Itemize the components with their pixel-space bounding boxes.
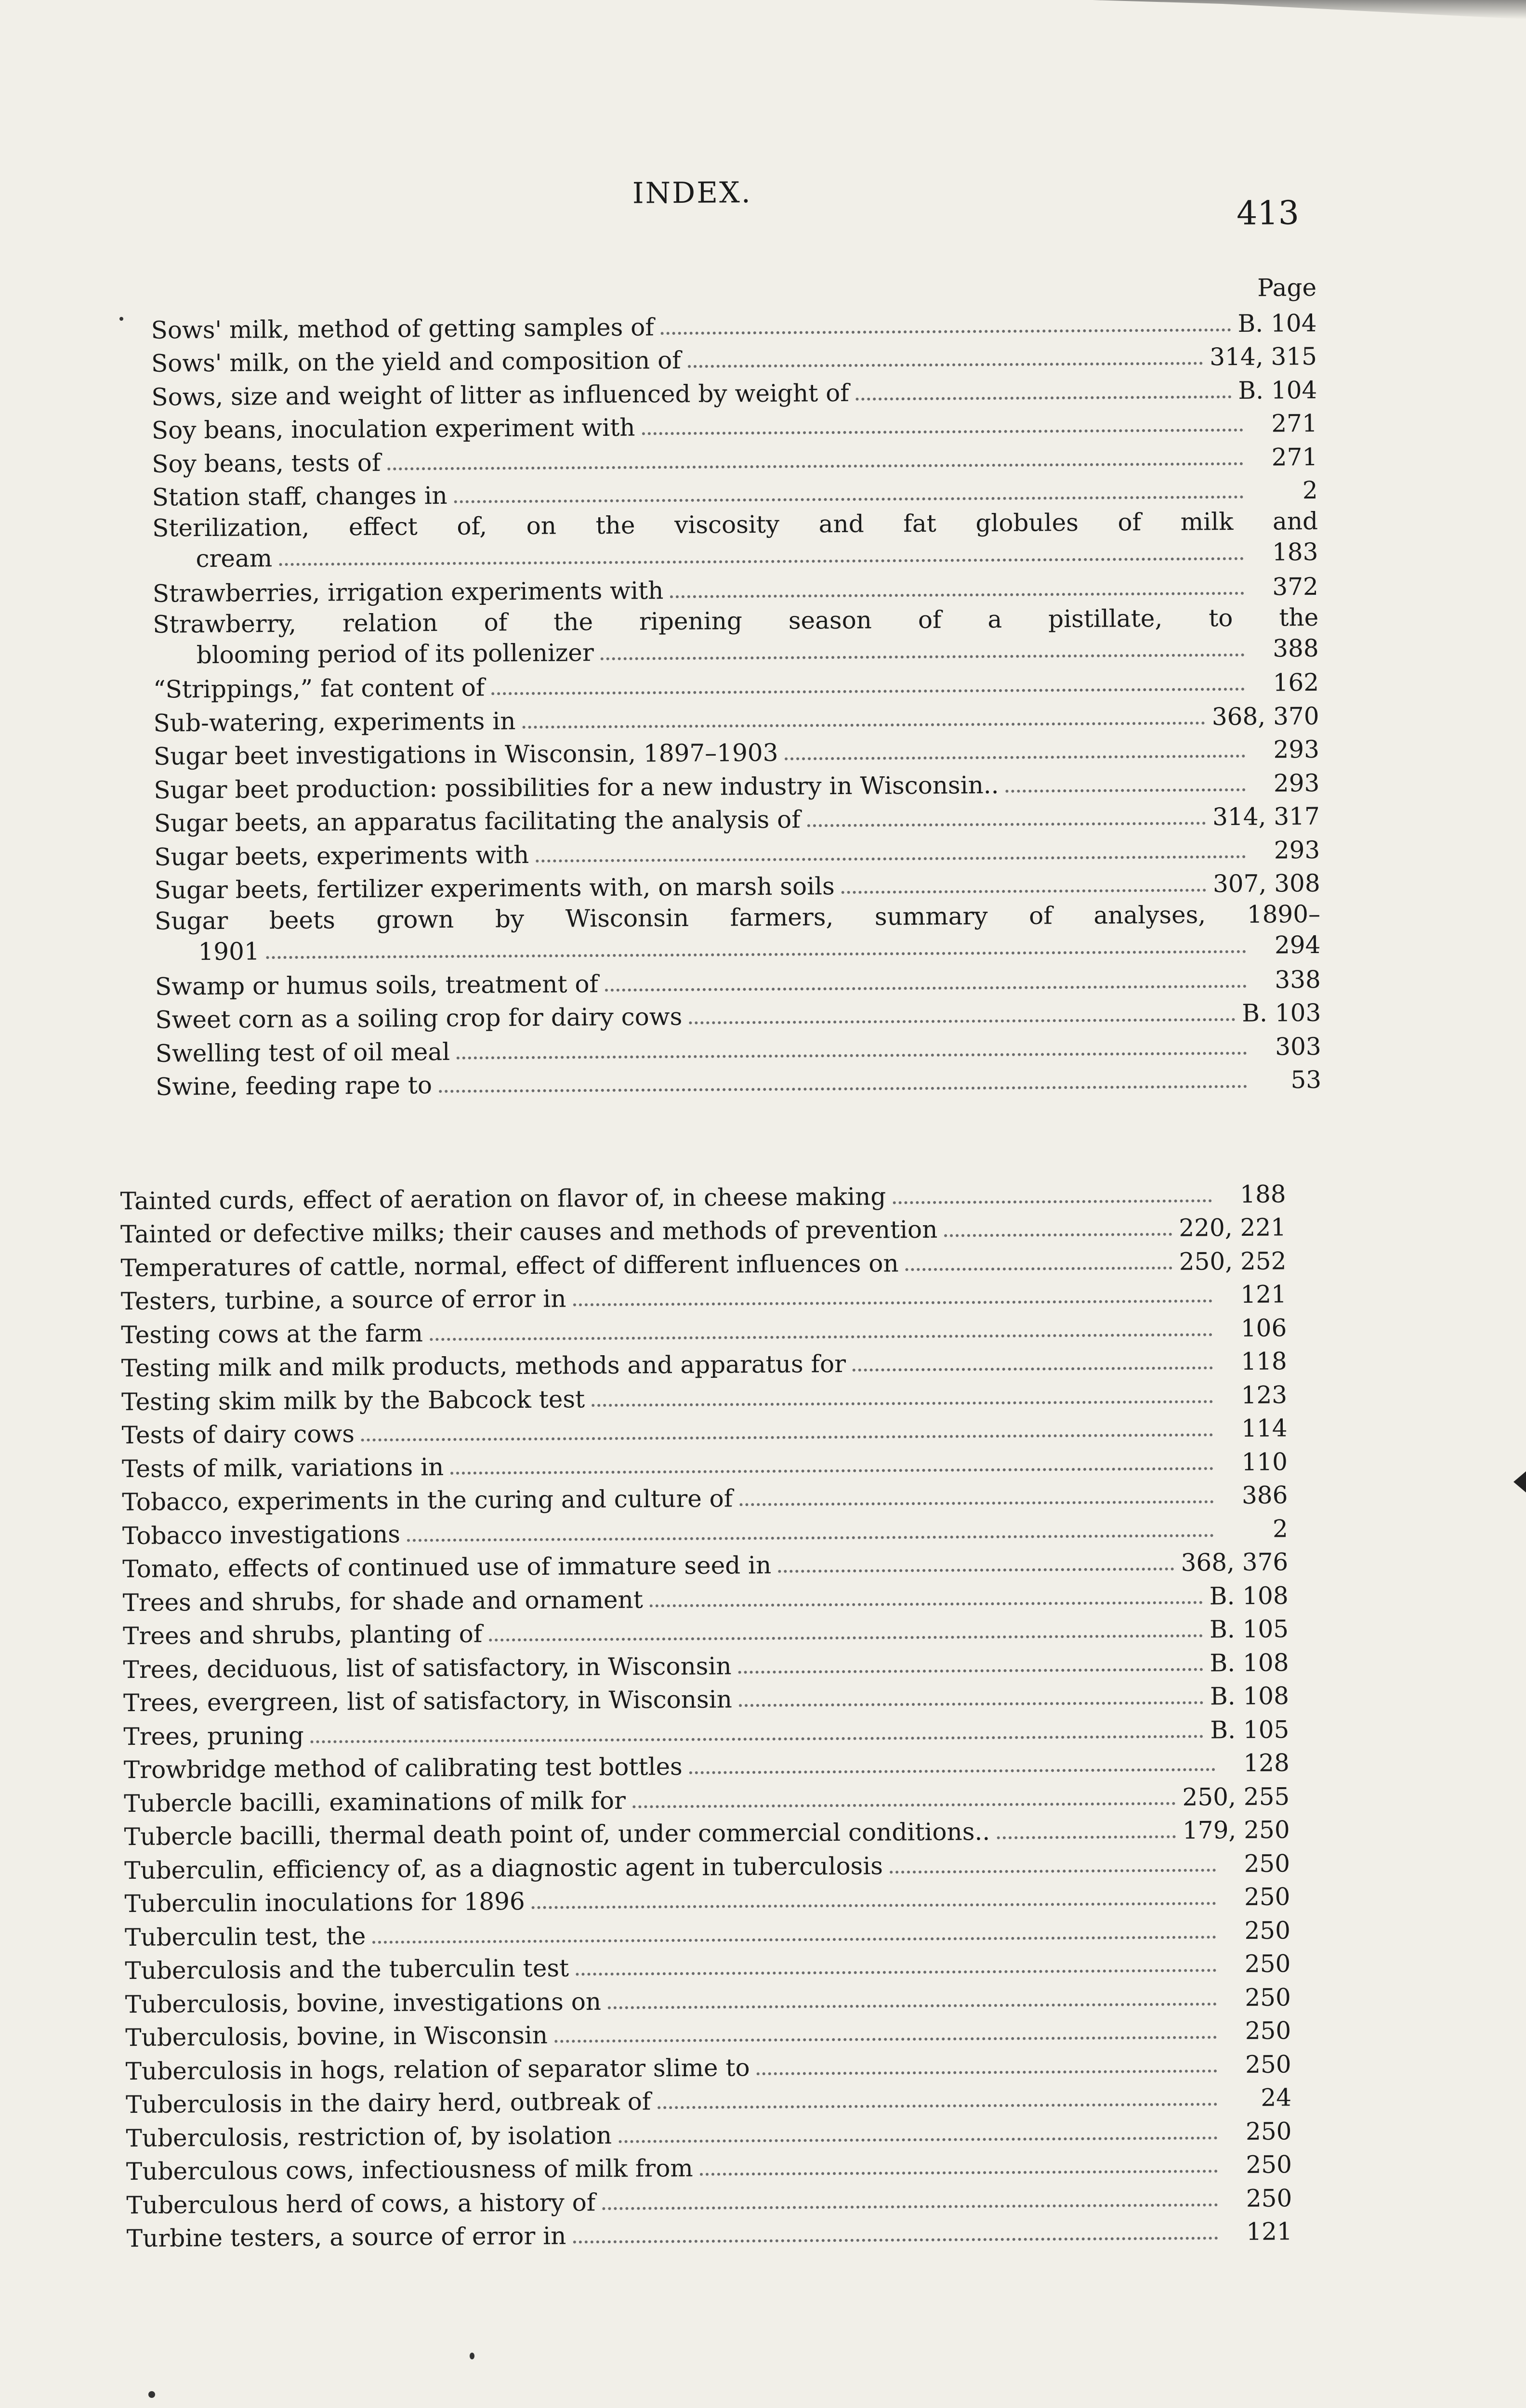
entry-page-ref: 128 [1243,1749,1289,1777]
entry-text: Sugar beet production: possibilities for a new industry in Wisconsin.. [154,771,999,804]
dot-leader [944,1233,1172,1237]
entry-text: Tests of dairy cows [121,1420,355,1450]
dot-leader [738,1668,1203,1674]
entry-page-ref: 271 [1271,409,1317,438]
dot-leader [739,1701,1203,1707]
dot-leader [491,688,1245,695]
entry-page-ref: 183 [1272,537,1318,566]
entry-text: Testing cows at the farm [121,1319,423,1349]
entry-text: Trees and shrubs, for shade and ornament [122,1585,643,1617]
dot-leader [407,1534,1214,1542]
dot-leader [450,1467,1213,1475]
entry-page-ref: 106 [1240,1313,1287,1342]
entry-text: Tainted curds, effect of aeration on flavor of, in cheese making [120,1182,886,1215]
entry-text: Sows' milk, on the yield and composition of [151,346,681,378]
dot-leader [842,889,1206,894]
entry-page-ref: 314, 317 [1212,802,1320,831]
index-entry [153,602,1319,670]
entry-text: Tuberculin inoculations for 1896 [124,1887,525,1918]
entry-page-ref: 2 [1302,476,1318,505]
dot-leader [658,2103,1217,2109]
page-column-label: Page [1257,273,1317,302]
entry-page-ref: 53 [1290,1065,1322,1094]
dot-leader [311,1735,1204,1743]
dot-leader [361,1433,1213,1441]
entry-text: Tuberculin, efficiency of, as a diagnostic agent in tuberculosis [124,1852,883,1885]
entry-text: Sows, size and weight of litter as influenced by weight of [151,379,849,411]
entry-page-ref: 338 [1275,965,1321,994]
dot-leader [853,1366,1213,1372]
entry-text: Swelling test of oil meal [155,1037,450,1068]
index-entry [127,2213,1292,2254]
dot-leader [266,950,1247,959]
entry-page-ref: B. 103 [1242,998,1321,1027]
entry-text: Tubercle bacilli, thermal death point of, under commercial conditions.. [124,1818,990,1851]
entry-page-ref: 372 [1272,572,1319,601]
dot-leader [642,429,1243,435]
dot-leader [605,984,1247,991]
page-number: 413 [1236,194,1300,233]
dot-leader [689,1018,1235,1024]
entry-page-ref: B. 104 [1238,376,1317,405]
index-section-s [151,270,1321,1102]
entry-text: Testing milk and milk products, methods and apparatus for [121,1349,846,1383]
entry-text: Tuberculosis in the dairy herd, outbreak of [125,2087,651,2119]
entry-page-ref: 250 [1245,2117,1292,2146]
entry-text: Swine, feeding rape to [156,1071,433,1101]
entry-text: Station staff, changes in [152,481,447,511]
entry-page-ref: 220, 221 [1179,1213,1287,1242]
entry-text: Soy beans, tests of [152,448,381,478]
entry-text: Tobacco investigations [122,1520,401,1550]
entry-text: Tainted or defective milks; their causes and methods of prevention [120,1215,938,1249]
entry-text: Tuberculosis, bovine, investigations on [125,1987,602,2018]
entry-text: Temperatures of cattle, normal, effect of different influences on [120,1249,899,1282]
entry-text: Tuberculosis and the tuberculin test [125,1954,569,1985]
dot-leader [602,2203,1218,2210]
entry-text: Tomato, effects of continued use of immature seed in [122,1551,772,1584]
dot-leader [536,855,1246,862]
entry-page-ref: B. 105 [1210,1715,1289,1744]
dot-leader [532,1902,1216,1909]
entry-continuation-text: cream [196,544,273,573]
index-entry [152,506,1318,575]
entry-text: Sugar beets grown by Wisconsin farmers, summary of analyses, 1890– [154,900,1321,935]
dot-leader [457,1051,1247,1059]
entry-text: Testers, turbine, a source of error in [120,1284,566,1316]
dot-leader [608,2002,1217,2009]
entry-text: Sweet corn as a soiling crop for dairy cows [155,1003,683,1034]
dot-leader [906,1266,1172,1270]
entry-text: Tests of milk, variations in [121,1453,444,1483]
dot-leader [893,1199,1211,1204]
print-speck [119,317,123,321]
entry-page-ref: 250 [1245,1983,1291,2012]
entry-text: Sugar beets, experiments with [154,840,529,871]
entry-text: Trowbridge method of calibrating test bottles [123,1753,683,1784]
dot-leader [522,721,1205,729]
dot-leader [387,462,1243,470]
dot-leader [856,395,1232,401]
entry-page-ref: 368, 370 [1211,702,1319,731]
entry-page-ref: 250 [1244,1950,1291,1978]
entry-page-ref: 123 [1241,1380,1288,1409]
entry-page-ref: 314, 315 [1210,342,1317,371]
entry-page-ref: 188 [1239,1179,1286,1208]
entry-page-ref: 250 [1246,2184,1292,2212]
entry-page-ref: B. 108 [1210,1648,1289,1677]
dot-leader [439,1085,1247,1093]
entry-text: Tobacco, experiments in the curing and culture of [122,1484,733,1517]
dot-leader [700,2170,1218,2176]
dot-leader [807,822,1206,827]
entry-text: Swamp or humus soils, treatment of [155,969,599,1001]
entry-page-ref: 386 [1241,1481,1288,1509]
entry-text: Sows' milk, method of getting samples of [151,313,654,344]
entry-page-ref: B. 108 [1209,1581,1289,1610]
dot-leader [576,1969,1216,1976]
index-entry [156,1061,1321,1102]
dot-leader [279,557,1244,566]
entry-text: Tuberculous cows, infectiousness of milk from [126,2154,693,2186]
dot-leader [661,328,1231,335]
entry-page-ref: 121 [1240,1280,1287,1309]
dot-leader [778,1568,1174,1573]
entry-page-ref: 110 [1241,1447,1288,1476]
entry-page-ref: 293 [1273,769,1320,798]
entry-page-ref: 162 [1273,668,1319,697]
entry-text: Tubercle bacilli, examinations of milk for [124,1786,626,1818]
entry-text: Testing skim milk by the Babcock test [121,1385,585,1416]
dot-leader [573,2237,1218,2243]
entry-page-ref: 250 [1245,2016,1291,2045]
entry-page-ref: 250, 255 [1182,1782,1290,1811]
entry-continuation-line [153,632,1319,670]
entry-text: Tuberculous herd of cows, a history of [126,2188,596,2219]
entry-page-ref: 250 [1244,1883,1290,1911]
dot-leader [688,362,1203,368]
entry-page-ref: 250 [1244,1849,1290,1878]
entry-text: “Strippings,” fat content of [153,673,485,704]
entry-text: Soy beans, inoculation experiment with [151,413,635,445]
entry-page-ref: 118 [1241,1347,1287,1375]
entry-page-ref: 114 [1241,1414,1288,1442]
dot-leader [757,2069,1217,2075]
entry-text: Tuberculosis in hogs, relation of separator slime to [125,2053,750,2085]
entry-page-ref: 179, 250 [1182,1816,1290,1845]
entry-page-ref: 307, 308 [1212,869,1320,898]
entry-text: Sugar beets, fertilizer experiments with, on marsh soils [154,872,835,904]
dot-leader [554,2036,1217,2042]
entry-page-ref: 271 [1271,443,1318,471]
dot-leader [650,1601,1203,1607]
entry-page-ref: 293 [1274,836,1320,864]
dot-leader [670,591,1244,598]
entry-text: Tuberculin test, the [124,1922,366,1951]
dot-leader [592,1400,1213,1407]
entry-text: Strawberries, irrigation experiments with [152,576,664,608]
dot-leader [785,755,1245,760]
index-entry-list [151,305,1321,1102]
dot-leader [618,2136,1217,2143]
entry-text: Trees, pruning [123,1721,304,1751]
entry-page-ref: 24 [1261,2083,1292,2112]
entry-text: Tuberculosis, restriction of, by isolation [126,2121,612,2152]
entry-page-ref: 368, 376 [1181,1548,1289,1577]
dot-leader [739,1500,1213,1506]
dot-leader [997,1835,1176,1839]
entry-page-ref: 294 [1274,930,1321,959]
entry-text: Tuberculosis, bovine, in Wisconsin [125,2021,548,2052]
index-section-t [120,1176,1292,2254]
entry-page-ref: 250, 252 [1179,1246,1287,1276]
print-speck [148,2391,155,2398]
entry-page-ref: 250 [1245,2050,1291,2079]
entry-page-ref: B. 108 [1210,1682,1289,1711]
dot-leader [601,653,1245,660]
entry-text: Sub-watering, experiments in [153,707,516,737]
index-entry-list [120,1176,1292,2254]
dot-leader [632,1802,1176,1808]
dot-leader [372,1936,1216,1944]
entry-text: Sterilization, effect of, on the viscosity and fat globules of milk and [152,507,1318,542]
entry-text: Turbine testers, a source of error in [126,2222,566,2253]
entry-text: Trees and shrubs, planting of [122,1620,483,1650]
entry-page-ref: B. 105 [1209,1615,1289,1644]
dot-leader [573,1299,1212,1306]
entry-page-ref: 250 [1244,1916,1291,1945]
entry-continuation-text: blooming period of its pollenizer [196,638,594,669]
entry-page-ref: 388 [1273,634,1319,663]
entry-page-ref: 2 [1272,1514,1289,1543]
dot-leader [1006,788,1246,792]
entry-page-ref: 303 [1275,1032,1321,1060]
entry-text: Strawberry, relation of the ripening season of a pistillate, to the [153,603,1319,639]
print-speck [470,2353,474,2359]
dot-leader [454,496,1244,503]
entry-text: Trees, deciduous, list of satisfactory, in Wisconsin [123,1651,732,1684]
dot-leader [689,1768,1215,1774]
entry-page-ref: 250 [1246,2150,1292,2179]
entry-page-ref: 121 [1246,2217,1292,2246]
running-title: INDEX. [632,176,752,210]
entry-text: Sugar beets, an apparatus facilitating the analysis of [154,805,801,838]
entry-text: Sugar beet investigations in Wisconsin, 1897–1903 [153,738,778,771]
scan-edge-marker-icon [1513,1471,1526,1492]
dot-leader [430,1333,1212,1341]
dot-leader [890,1869,1216,1873]
entry-page-ref: 293 [1273,735,1320,764]
entry-continuation-text: 1901 [198,937,260,966]
dot-leader [489,1634,1203,1641]
index-entry [155,899,1321,968]
entry-text: Trees, evergreen, list of satisfactory, in Wisconsin [123,1685,732,1717]
entry-page-ref: B. 104 [1237,309,1317,338]
